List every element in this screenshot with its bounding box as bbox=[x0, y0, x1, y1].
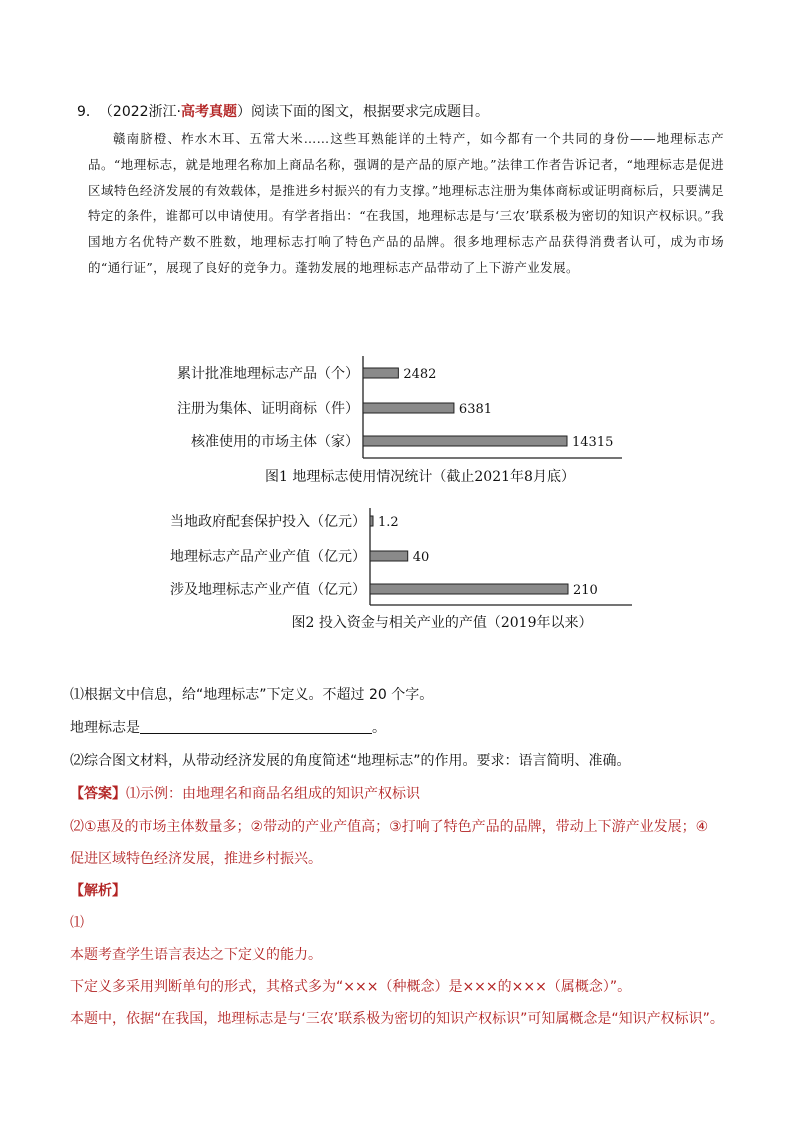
value-label-3: 210 bbox=[573, 583, 598, 598]
sub-question-1-fill bbox=[70, 717, 386, 737]
value-label-2: 6381 bbox=[458, 402, 493, 417]
chart-title-1: 图1 地理标志使用情况统计（截止2021年8月底） bbox=[265, 469, 575, 485]
category-label-1: 累计批准地理标志产品（个） bbox=[177, 366, 359, 382]
category-label-2: 地理标志产品产业产值（亿元） bbox=[170, 549, 366, 565]
sub-question-1: ⑴根据文中信息，给“地理标志”下定义。不超过 20 个字。 bbox=[70, 687, 434, 703]
answer-blank[interactable] bbox=[140, 719, 372, 734]
bar-2 bbox=[363, 403, 454, 413]
answer-2-line-2: 促进区域特色经济发展，推进乡村振兴。 bbox=[70, 851, 322, 867]
category-label-1: 当地政府配套保护投入（亿元） bbox=[170, 514, 366, 530]
value-label-1: 2482 bbox=[403, 367, 437, 382]
question-instruction: 阅读下面的图文，根据要求完成题目。 bbox=[251, 104, 490, 120]
answer-label: 【答案】 bbox=[70, 786, 126, 802]
blank-suffix: 。 bbox=[372, 720, 386, 736]
analysis-number: ⑴ bbox=[70, 915, 84, 931]
chart-title-2: 图2 投入资金与相关产业的产值（2019年以来） bbox=[291, 615, 593, 631]
bar-3 bbox=[363, 436, 567, 446]
answer-2-line-1: ⑵①惠及的市场主体数量多；②带动的产业产值高；③打响了特色产品的品牌，带动上下游产业发展；④ bbox=[70, 819, 709, 835]
bar-1 bbox=[370, 516, 373, 526]
blank-prefix: 地理标志是 bbox=[70, 720, 140, 736]
chart-2 bbox=[170, 508, 632, 631]
bar-2 bbox=[370, 551, 408, 561]
category-label-3: 核准使用的市场主体（家） bbox=[191, 434, 359, 450]
answer-1: ⑴示例：由地理名和商品名组成的知识产权标识 bbox=[126, 786, 420, 802]
answer-block bbox=[70, 783, 420, 803]
bar-1 bbox=[363, 368, 398, 378]
category-label-2: 注册为集体、证明商标（件） bbox=[177, 401, 359, 417]
question-header bbox=[77, 101, 489, 121]
chart-1 bbox=[177, 356, 622, 485]
analysis-1: 本题考查学生语言表达之下定义的能力。 bbox=[70, 947, 322, 963]
value-label-3: 14315 bbox=[572, 435, 614, 450]
analysis-3: 本题中，依据“在我国，地理标志是与‘三农’联系极为密切的知识产权标识”可知属概念是“知识产权标识”。 bbox=[70, 1011, 724, 1027]
category-label-3: 涉及地理标志产业产值（亿元） bbox=[170, 582, 366, 598]
sub-question-2: ⑵综合图文材料，从带动经济发展的角度简述“地理标志”的作用。要求：语言简明、准确。 bbox=[70, 753, 631, 769]
value-label-1: 1.2 bbox=[378, 515, 399, 530]
analysis-2: 下定义多采用判断单句的形式，其格式多为“×××（种概念）是×××的×××（属概念）”。 bbox=[70, 979, 632, 995]
value-label-2: 40 bbox=[412, 550, 430, 565]
question-source-post: ） bbox=[237, 104, 252, 120]
bar-3 bbox=[370, 584, 568, 594]
question-source-tag: 高考真题 bbox=[181, 104, 238, 120]
question-number: 9． bbox=[77, 104, 100, 120]
reading-passage: 赣南脐橙、柞水木耳、五常大米……这些耳熟能详的土特产，如今都有一个共同的身份——地理标志产品。“地理标志，就是地理名称加上商品名称，强调的是产品的原产地。”法律工作者告诉记者，“地理标志是促进区域特色经济发展的有效载体，是推进乡村振兴的有力支撑。”地理标志注册为集体商标或证明商标后，只要满足特定的条件，谁都可以申请使用。有学者指出：“在我国，地理标志是与‘三农’联系极为密切的知识产权标识。”我国地方名优特产数不胜数，地理标志打响了特色产品的品牌。很多地理标志产品获得消费者认可，成为市场的“通行证”，展现了良好的竞争力。蓬勃发展的地理标志产品带动了上下游产业发展。 bbox=[88, 131, 724, 275]
analysis-label: 【解析】 bbox=[70, 883, 126, 899]
question-source-pre: （2022浙江· bbox=[105, 104, 182, 120]
